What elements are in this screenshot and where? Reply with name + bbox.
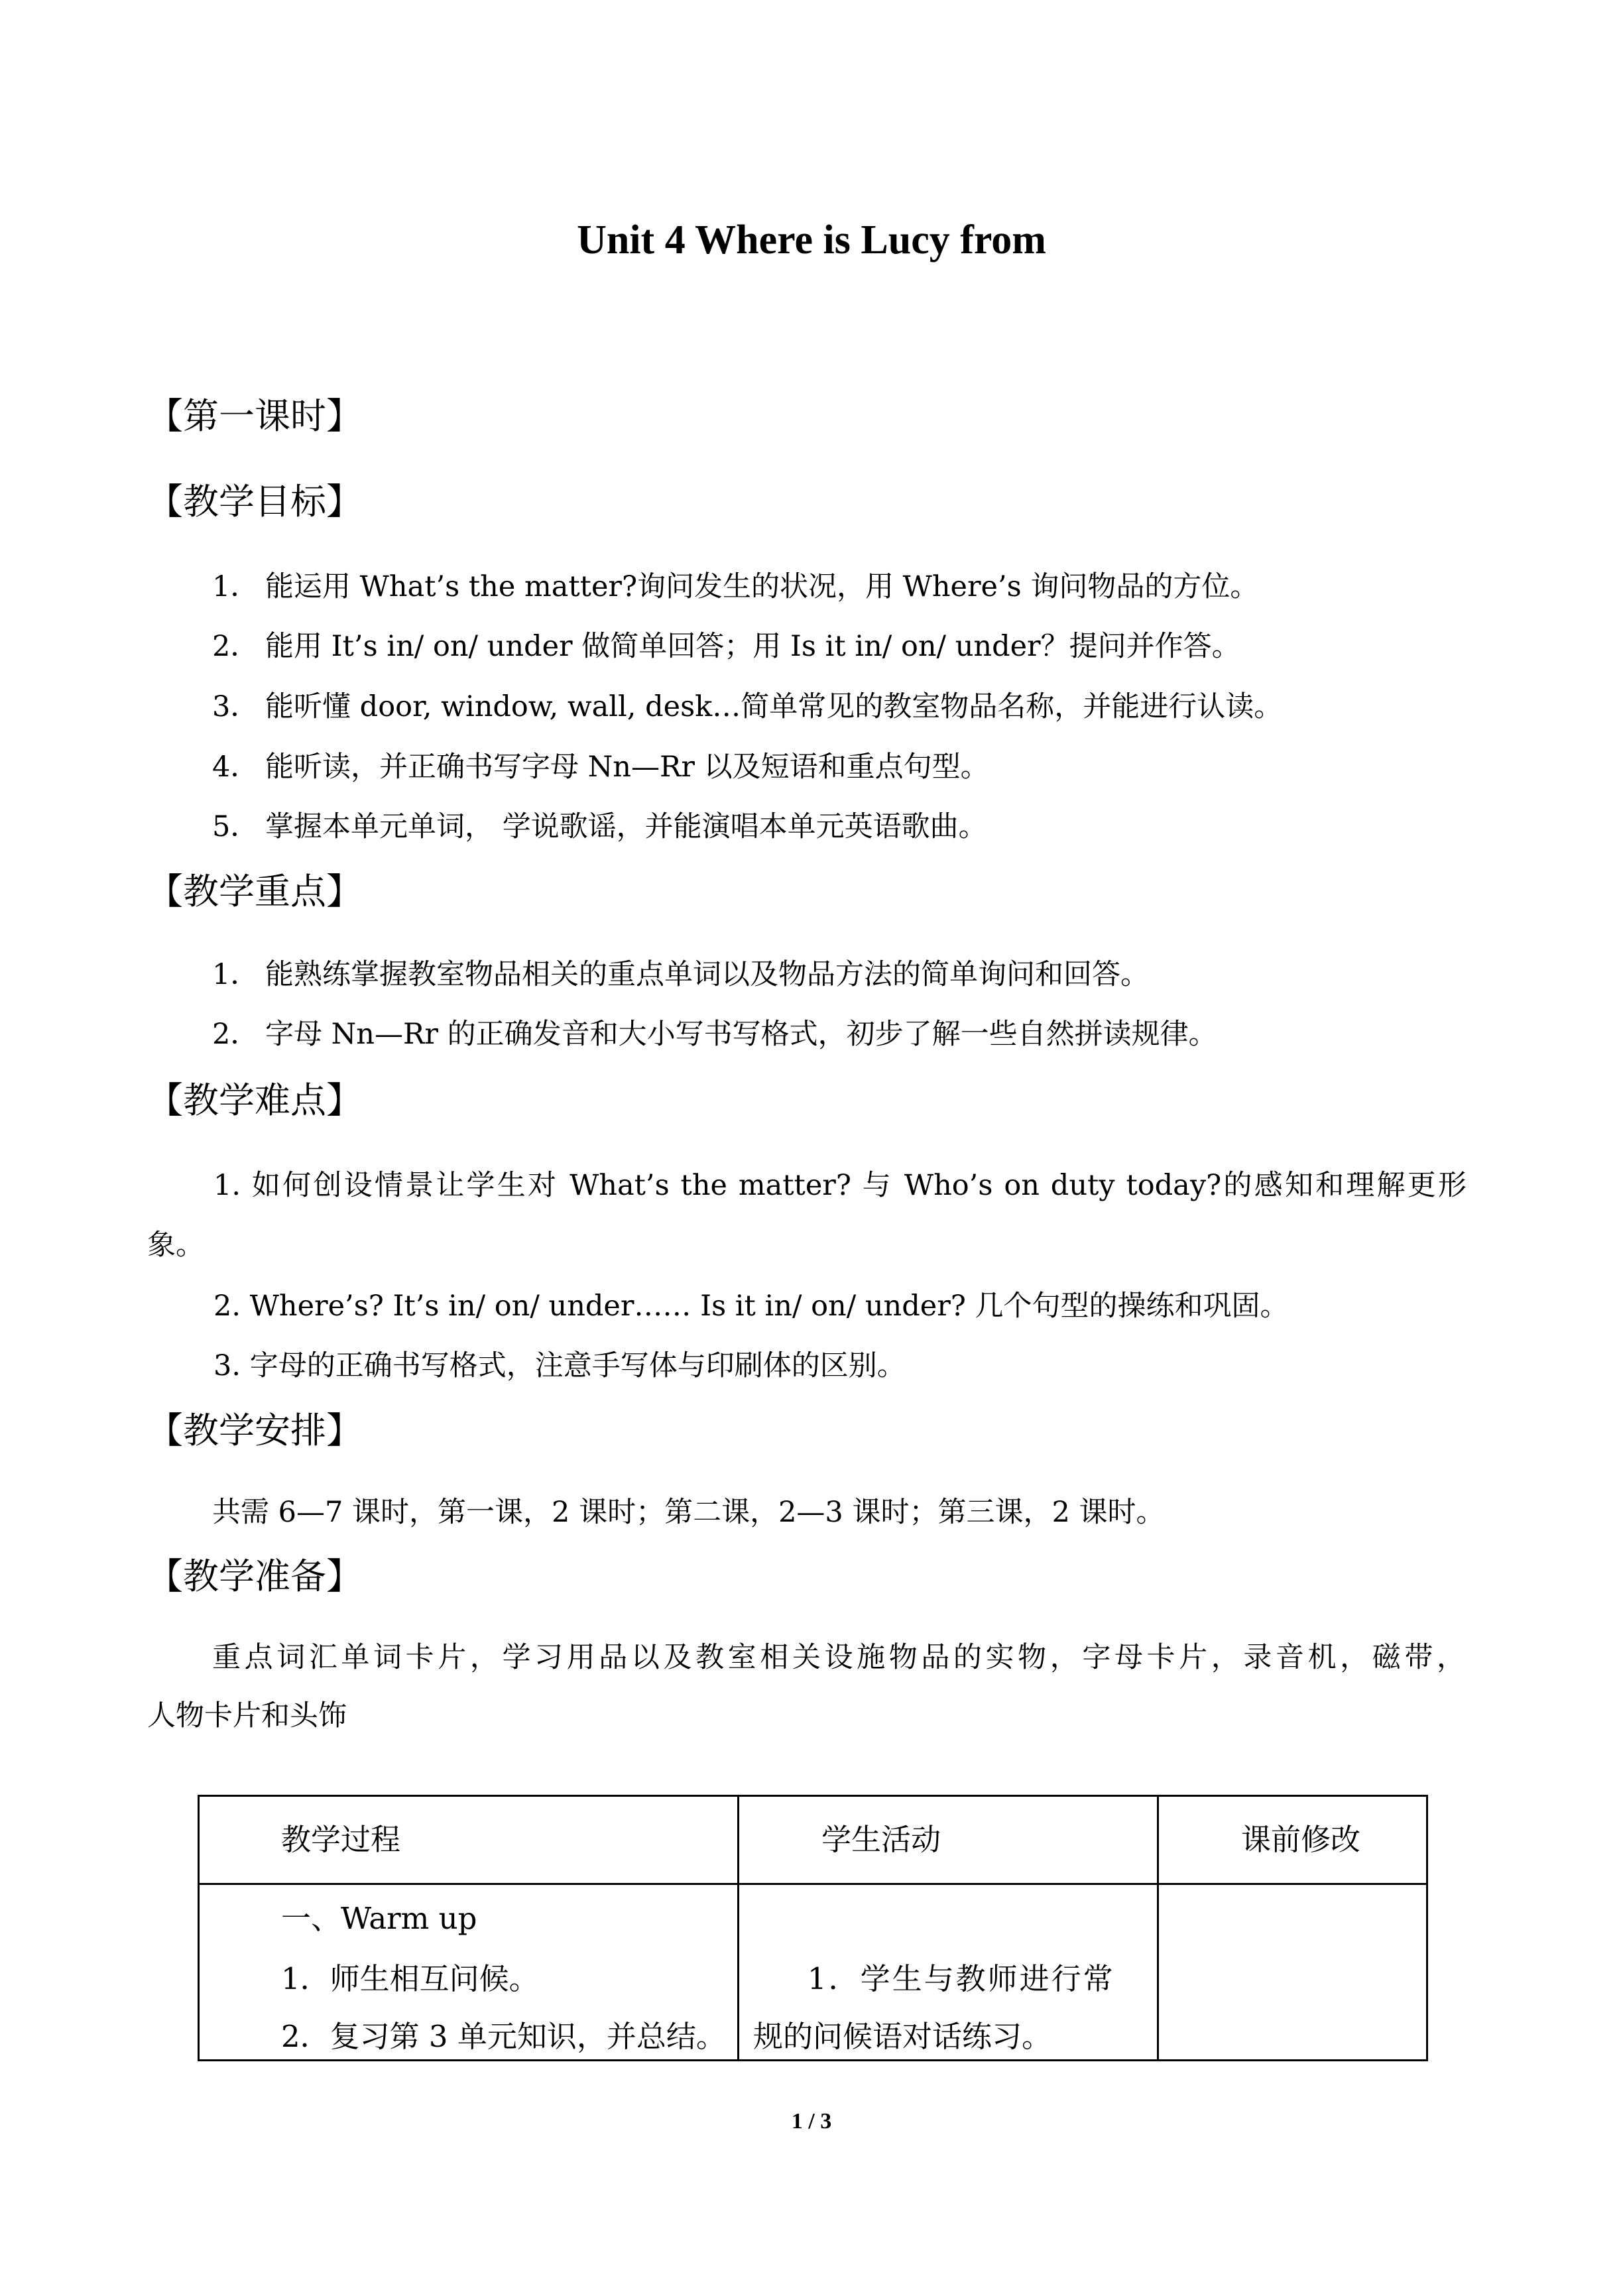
preparation-heading: 【教学准备】 bbox=[147, 1555, 362, 1597]
table-header-process: 教学过程 bbox=[281, 1822, 401, 1857]
process-section-title: 一、Warm up bbox=[281, 1901, 477, 1936]
objective-number: 1． bbox=[212, 570, 259, 603]
key-point-number: 1． bbox=[212, 958, 259, 991]
document-title: Unit 4 Where is Lucy from bbox=[577, 217, 1046, 263]
student-activity-line-2: 规的问候语对话练习。 bbox=[753, 2019, 1052, 2054]
table-header-divider bbox=[198, 1883, 1428, 1885]
key-point-text: 能熟练掌握教室物品相关的重点单词以及物品方法的简单询问和回答。 bbox=[265, 958, 1149, 991]
objective-item bbox=[212, 807, 987, 847]
difficulty-item-1-line-1: 1. 如何创设情景让学生对 What’s the matter? 与 Who’s on duty today?的感知和理解更形 bbox=[213, 1169, 1467, 1202]
difficulty-item-3: 3. 字母的正确书写格式，注意手写体与印刷体的区别。 bbox=[213, 1349, 906, 1382]
difficulty-item-1-line-2: 象。 bbox=[147, 1229, 204, 1262]
difficulty-item-2: 2. Where’s? It’s in/ on/ under…… Is it in/ on/ under? 几个句型的操练和巩固。 bbox=[213, 1290, 1289, 1323]
arrangement-text: 共需 6—7 课时，第一课，2 课时；第二课，2—3 课时；第三课，2 课时。 bbox=[212, 1496, 1165, 1529]
table-column-divider bbox=[1157, 1795, 1159, 2061]
key-point-number: 2． bbox=[212, 1018, 259, 1051]
lesson-process-table bbox=[198, 1795, 1428, 2061]
table-header-revision: 课前修改 bbox=[1241, 1822, 1361, 1857]
objective-text: 能运用 What’s the matter?询问发生的状况，用 Where’s 询问物品的方位。 bbox=[265, 570, 1259, 603]
key-point-item bbox=[212, 1014, 1217, 1054]
lesson-heading: 【第一课时】 bbox=[147, 395, 362, 437]
objective-text: 能用 It’s in/ on/ under 做简单回答；用 Is it in/ on/ under？提问并作答。 bbox=[265, 630, 1240, 663]
difficulties-heading: 【教学难点】 bbox=[147, 1079, 362, 1121]
objective-number: 5． bbox=[212, 810, 259, 843]
process-step-2: 2．复习第 3 单元知识，并总结。 bbox=[281, 2019, 726, 2054]
objective-item bbox=[212, 627, 1240, 666]
objectives-heading: 【教学目标】 bbox=[147, 481, 362, 522]
process-step-1: 1．师生相互问候。 bbox=[281, 1961, 539, 1996]
objective-item bbox=[212, 687, 1282, 727]
student-activity-line-1: 1．学生与教师进行常 bbox=[808, 1961, 1115, 1996]
table-border-top bbox=[198, 1795, 1428, 1797]
table-border-left bbox=[198, 1795, 200, 2061]
key-points-heading: 【教学重点】 bbox=[147, 871, 362, 912]
objective-item bbox=[212, 747, 989, 787]
objective-text: 能听读，并正确书写字母 Nn—Rr 以及短语和重点句型。 bbox=[265, 751, 989, 784]
objective-number: 3． bbox=[212, 690, 259, 723]
page-number: 1 / 3 bbox=[791, 2109, 832, 2134]
key-point-item bbox=[212, 955, 1149, 995]
arrangement-heading: 【教学安排】 bbox=[147, 1410, 362, 1451]
objective-item bbox=[212, 567, 1258, 607]
preparation-line-1: 重点词汇单词卡片，学习用品以及教室相关设施物品的实物，字母卡片，录音机，磁带， bbox=[212, 1641, 1465, 1674]
objective-number: 4． bbox=[212, 751, 259, 784]
table-border-bottom bbox=[198, 2059, 1428, 2061]
table-column-divider bbox=[737, 1795, 739, 2061]
objective-text: 能听懂 door, window, wall, desk…简单常见的教室物品名称，并能进行认读。 bbox=[265, 690, 1283, 723]
table-border-right bbox=[1426, 1795, 1428, 2061]
objective-text: 掌握本单元单词， 学说歌谣，并能演唱本单元英语歌曲。 bbox=[265, 810, 987, 843]
objective-number: 2． bbox=[212, 630, 259, 663]
preparation-line-2: 人物卡片和头饰 bbox=[147, 1699, 347, 1732]
key-point-text: 字母 Nn—Rr 的正确发音和大小写书写格式，初步了解一些自然拼读规律。 bbox=[265, 1018, 1217, 1051]
table-header-student: 学生活动 bbox=[821, 1822, 941, 1857]
